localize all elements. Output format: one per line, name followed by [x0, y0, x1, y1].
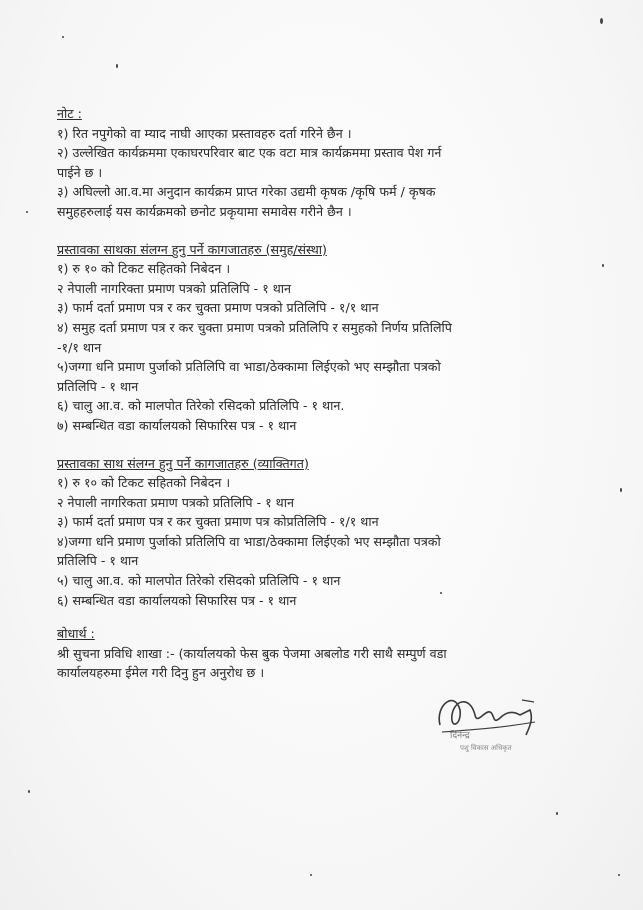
list-item: श्री सुचना प्रविधि शाखा :- (कार्यालयको फेस बुक पेजमा अबलोड गरी साथै सम्पुर्ण वडा	[57, 645, 447, 661]
scan-speck	[618, 874, 620, 876]
list-item: समुहहरुलाई यस कार्यक्रमको छनोट प्रकृयामा समावेस गरीने छैन ।	[57, 203, 352, 219]
notes-list	[57, 124, 557, 222]
group-docs-list	[57, 259, 557, 435]
group-docs-heading: प्रस्तावका साथका संलग्न हुनु पर्ने कागजातहरु (समुह/संस्था)	[57, 241, 327, 257]
list-item: १) रु १० को टिकट सहितको निबेदन ।	[57, 475, 231, 491]
list-item: २ नेपाली नागरिकता प्रमाण पत्रको प्रतिलिपि - १ थान	[57, 494, 294, 510]
list-item: ३) फार्म दर्ता प्रमाण पत्र र कर चुक्ता प्रमाण पत्र कोप्रतिलिपि - १/१ थान	[57, 514, 379, 530]
scan-speck	[440, 592, 442, 594]
scan-speck	[556, 812, 558, 815]
list-item: प्रतिलिपि - १ थान	[57, 378, 139, 394]
list-item: ५) चालु आ.व. को मालपोत तिरेको रसिदको प्रतिलिपि - १ थान	[57, 573, 341, 589]
scan-speck	[26, 211, 28, 213]
scan-speck	[116, 64, 118, 68]
list-item: ६) चालु आ.व. को मालपोत तिरेको रसिदको प्रतिलिपि - १ थान.	[57, 398, 345, 414]
bodharth-heading: बोधार्थ :	[57, 626, 95, 642]
scan-speck	[602, 264, 604, 267]
scan-speck	[28, 790, 30, 793]
list-item: प्रतिलिपि - १ थान	[57, 553, 139, 569]
list-item: ४)जग्गा धनि प्रमाण पुर्जाको प्रतिलिपि वा भाडा/ठेक्कामा लिईएको भए सम्झौता पत्रको	[57, 533, 441, 549]
scan-speck	[62, 36, 64, 38]
notes-heading: नोट :	[57, 106, 82, 121]
signature-title: पशु विकास अधिकृत	[460, 744, 512, 752]
scan-speck	[600, 18, 603, 24]
list-item: १) रित नपुगेको वा म्याद नाघी आएका प्रस्तावहरु दर्ता गरिने छैन ।	[57, 125, 352, 141]
scan-speck	[620, 488, 622, 492]
list-item: कार्यालयहरुमा ईमेल गरी दिनु हुन अनुरोध छ ।	[57, 665, 265, 681]
list-item: ३) अघिल्लो आ.व.मा अनुदान कार्यक्रम प्राप्त गरेका उद्यमी कृषक /कृषि फर्म / कृषक	[57, 184, 436, 200]
individual-docs-list	[57, 473, 557, 610]
scan-speck	[310, 874, 312, 876]
list-item: ४) समुह दर्ता प्रमाण पत्र र कर चुक्ता प्रमाण पत्रको प्रतिलिपि र समुहको निर्णय प्रतिलिपि	[57, 319, 452, 335]
list-item: २ नेपाली नागरिक्ता प्रमाण पत्रको प्रतिलिपि - १ थान	[57, 280, 292, 296]
document-body	[57, 104, 557, 683]
signature-name: दिनेन्द्र	[450, 731, 470, 741]
individual-docs-heading: प्रस्तावका साथ संलग्न हुनु पर्ने कागजातहरु (व्याक्तिगत)	[57, 455, 309, 471]
list-item: ५)जग्गा धनि प्रमाण पुर्जाको प्रतिलिपि वा भाडा/ठेक्कामा लिईएको भए सम्झौता पत्रको	[57, 359, 441, 375]
list-item: २) उल्लेखित कार्यक्रममा एकाघरपरिवार बाट एक वटा मात्र कार्यक्रममा प्रस्ताव पेश गर्न	[57, 145, 442, 161]
list-item: १) रु १० को टिकट सहितको निबेदन ।	[57, 261, 231, 277]
list-item: पाईने छ ।	[57, 164, 103, 180]
list-item: -१/१ थान	[57, 339, 102, 355]
list-item: ६) सम्बन्धित वडा कार्यालयको सिफारिस पत्र - १ थान	[57, 592, 297, 608]
list-item: ७) सम्बन्धित वडा कार्यालयको सिफारिस पत्र - १ थान	[57, 417, 297, 433]
list-item: ३) फार्म दर्ता प्रमाण पत्र र कर चुक्ता प्रमाण पत्रको प्रतिलिपि - १/१ थान	[57, 300, 379, 316]
